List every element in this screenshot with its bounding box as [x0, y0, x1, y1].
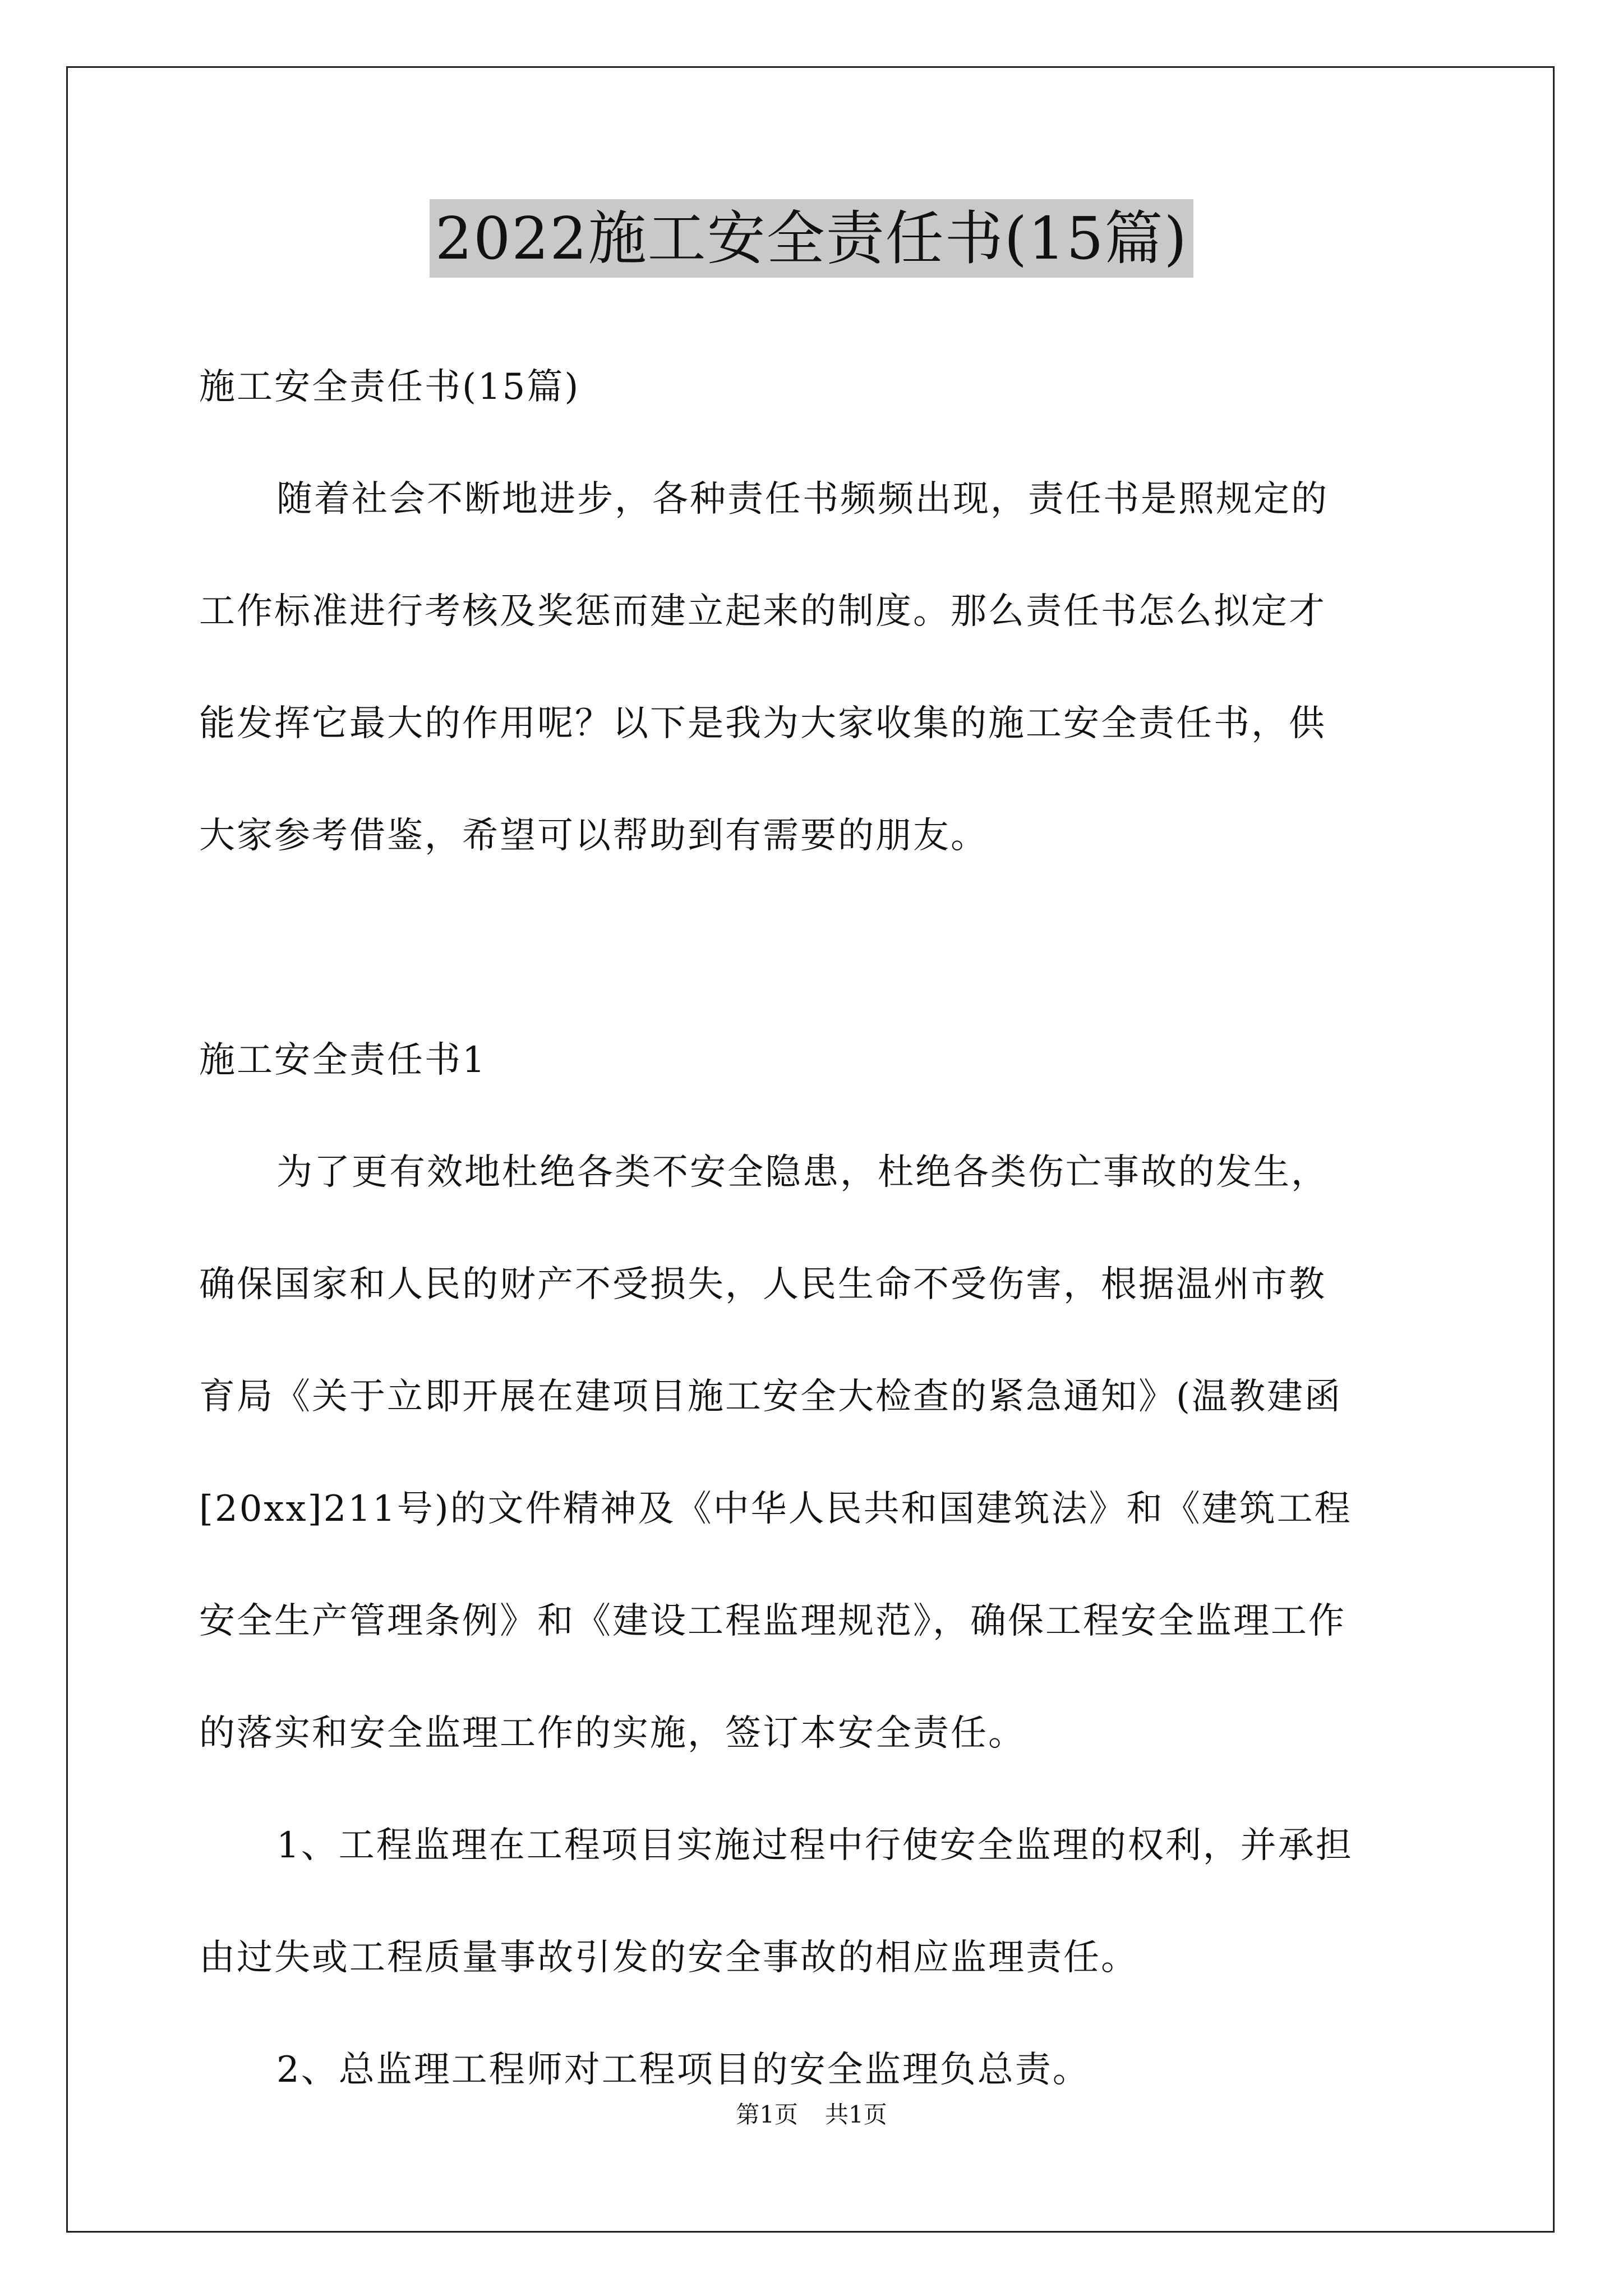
section-paragraph-line: 为了更有效地杜绝各类不安全隐患，杜绝各类伤亡事故的发生， [276, 1152, 1329, 1193]
page-number: 第1页 [736, 2101, 798, 2128]
section-heading: 施工安全责任书1 [199, 1039, 487, 1081]
numbered-item-line: 2、总监理工程师对工程项目的安全监理负总责。 [276, 2049, 1090, 2091]
intro-paragraph-line: 随着社会不断地进步，各种责任书频频出现，责任书是照规定的 [276, 478, 1329, 520]
section-paragraph-line: 育局《关于立即开展在建项目施工安全大检查的紧急通知》(温教建函 [199, 1376, 1342, 1418]
document-title: 2022施工安全责任书(15篇) [430, 199, 1193, 278]
document-body [199, 331, 1433, 2126]
subtitle: 施工安全责任书(15篇) [199, 366, 580, 408]
section-paragraph-line: 安全生产管理条例》和《建设工程监理规范》，确保工程安全监理工作 [199, 1600, 1346, 1642]
numbered-item-line: 1、工程监理在工程项目实施过程中行使安全监理的权利，并承担 [276, 1825, 1353, 1866]
section-paragraph-line: [20xx]211号)的文件精神及《中华人民共和国建筑法》和《建筑工程 [199, 1488, 1352, 1530]
intro-paragraph-line: 大家参考借鉴，希望可以帮助到有需要的朋友。 [199, 815, 988, 857]
intro-paragraph-line: 能发挥它最大的作用呢？以下是我为大家收集的施工安全责任书，供 [199, 703, 1326, 744]
page-footer [0, 2098, 1623, 2132]
intro-paragraph-line: 工作标准进行考核及奖惩而建立起来的制度。那么责任书怎么拟定才 [199, 591, 1326, 632]
page-total: 共1页 [825, 2101, 887, 2128]
section-paragraph-line: 确保国家和人民的财产不受损失，人民生命不受伤害，根据温州市教 [199, 1264, 1326, 1305]
paragraph-spacer [199, 892, 1433, 1004]
section-paragraph-line: 的落实和安全监理工作的实施，签订本安全责任。 [199, 1713, 1026, 1754]
title-block [0, 199, 1623, 278]
numbered-item-line: 由过失或工程质量事故引发的安全事故的相应监理责任。 [199, 1937, 1138, 1978]
